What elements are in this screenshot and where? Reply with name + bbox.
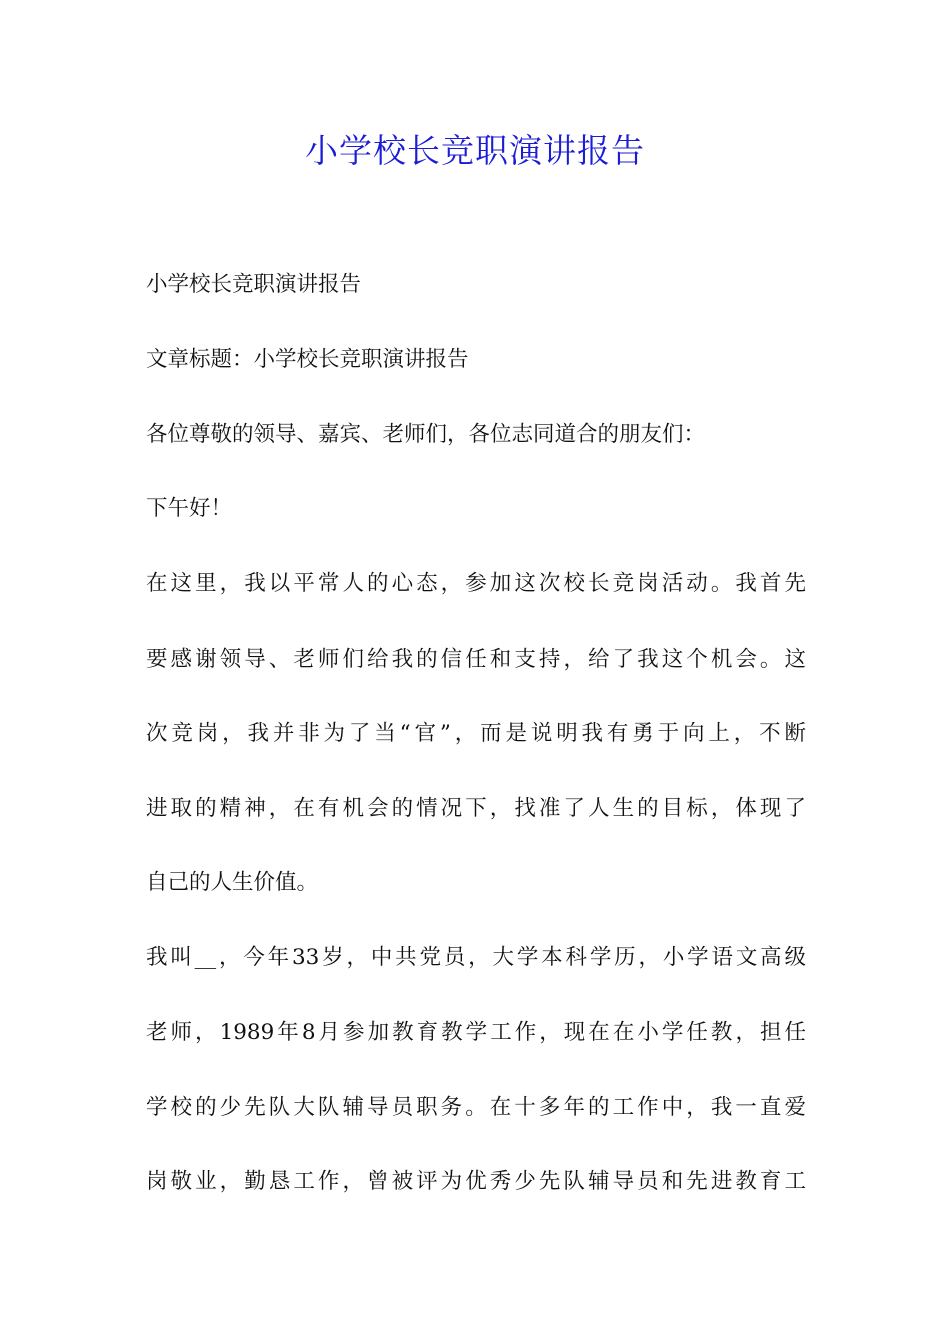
text-line: 岗敬业，勤恳工作，曾被评为优秀少先队辅导员和先进教育工 xyxy=(146,1169,806,1194)
document-title: 小学校长竞职演讲报告 xyxy=(305,131,645,170)
text-line: 自己的人生价值。 xyxy=(146,870,319,895)
text-line: 我叫__，今年33岁，中共党员，大学本科学历，小学语文高级 xyxy=(146,945,806,970)
text-line: 小学校长竞职演讲报告 xyxy=(146,272,362,297)
text-line: 次竞岗，我并非为了当“官”，而是说明我有勇于向上，不断 xyxy=(146,721,806,746)
text-line: 进取的精神，在有机会的情况下，找准了人生的目标，体现了 xyxy=(146,796,806,821)
text-line: 各位尊敬的领导、嘉宾、老师们，各位志同道合的朋友们： xyxy=(146,422,706,447)
text-line: 学校的少先队大队辅导员职务。在十多年的工作中，我一直爱 xyxy=(146,1095,806,1120)
text-line: 下午好！ xyxy=(146,496,233,521)
text-line: 文章标题：小学校长竞职演讲报告 xyxy=(146,347,469,372)
text-line: 要感谢领导、老师们给我的信任和支持，给了我这个机会。这 xyxy=(146,647,806,672)
text-line: 在这里，我以平常人的心态，参加这次校长竞岗活动。我首先 xyxy=(146,571,806,596)
text-line: 老师，1989年8月参加教育教学工作，现在在小学任教，担任 xyxy=(146,1020,806,1045)
